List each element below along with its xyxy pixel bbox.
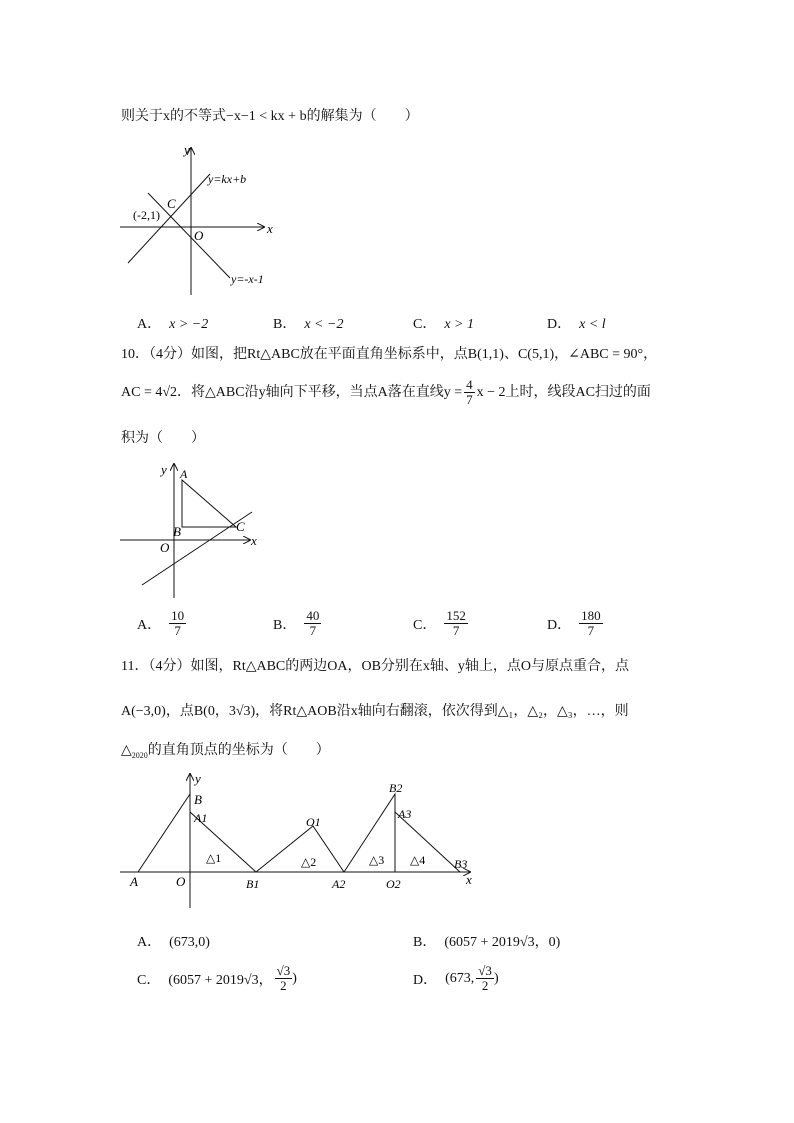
fraction-denominator: 7 <box>309 623 317 638</box>
option-text: (6057 + 2019√3， <box>168 972 273 988</box>
q10-line2-b: x − 2上时，线段AC扫过的面 <box>476 384 651 400</box>
q11-option-b[interactable] <box>413 931 560 951</box>
y-label: y <box>195 771 201 786</box>
triangle-2 <box>256 826 344 872</box>
option-letter: A． <box>137 617 162 633</box>
option-text: (673,0) <box>169 935 210 950</box>
option-text: x < −2 <box>304 317 344 332</box>
q10-fraction <box>464 378 475 407</box>
q11-option-d[interactable] <box>413 964 499 993</box>
q9-stem: 则关于x的不等式−x−1 < kx + b的解集为（ ） <box>121 109 419 124</box>
option-letter: A． <box>137 935 162 950</box>
option-text: x > −2 <box>169 317 209 332</box>
label-b1: B1 <box>246 877 260 891</box>
option-letter: D． <box>547 617 572 633</box>
option-fraction <box>169 609 186 638</box>
q10-line1: 10．（4分）如图，把Rt△ABC放在平面直角坐标系中，点B(1,1)、C(5,1)，∠ABC = 90°， <box>121 347 658 362</box>
fraction-denominator: 7 <box>452 623 460 638</box>
label-b: B <box>194 792 202 807</box>
q11-line1: 11．（4分）如图，Rt△ABC的两边OA，OB分别在x轴、y轴上，点O与原点重合，点 <box>121 659 630 674</box>
q10-line2-a: AC = 4√2．将△ABC沿y轴向下平移，当点A落在直线y = <box>121 384 463 400</box>
fraction-denominator: 2 <box>481 978 489 993</box>
tri3-label: △3 <box>369 853 385 867</box>
label-a: A <box>130 874 138 889</box>
q11-line3-b: 的直角顶点的坐标为（ ） <box>147 743 330 758</box>
q11-line3 <box>121 742 330 765</box>
option-fraction <box>275 964 293 993</box>
q10-line3: 积为（ ） <box>121 431 205 446</box>
fraction-denominator: 7 <box>587 623 595 638</box>
point-a-label: A <box>180 467 188 481</box>
fraction-numerator: √3 <box>478 963 492 978</box>
q10-option-b[interactable] <box>273 609 321 638</box>
label-a3: A3 <box>398 807 412 821</box>
option-fraction <box>304 609 321 638</box>
q10-line2 <box>121 378 651 407</box>
fraction-numerator: 10 <box>171 608 185 623</box>
option-letter: D． <box>413 972 438 988</box>
option-letter: C． <box>137 972 161 988</box>
triangle-4 <box>395 812 460 872</box>
option-fraction <box>444 609 468 638</box>
fraction-numerator: 40 <box>306 608 320 623</box>
x-label: x <box>251 533 257 548</box>
label-o1: O1 <box>306 815 321 829</box>
q9-option-b[interactable] <box>273 313 343 333</box>
triangle-abc <box>182 480 236 527</box>
option-text: (673, <box>445 970 475 986</box>
option-tail: ) <box>493 970 499 986</box>
fraction-numerator: √3 <box>276 963 291 978</box>
option-letter: B． <box>413 935 437 950</box>
line-neg-x-1 <box>148 193 230 278</box>
option-text: x > 1 <box>444 317 475 332</box>
option-text: (6057 + 2019√3，0) <box>444 935 561 950</box>
point-c-label: C <box>167 196 176 211</box>
q11-option-c[interactable] <box>137 964 297 993</box>
label-a2: A2 <box>332 877 346 891</box>
origin-label: O <box>194 228 204 243</box>
tri2-label: △2 <box>301 855 317 869</box>
option-text: x < l <box>579 317 606 332</box>
fraction-denominator: 7 <box>174 623 181 638</box>
point-c-label: C <box>236 519 245 534</box>
q9-option-d[interactable] <box>547 313 606 333</box>
q10-option-c[interactable] <box>413 609 468 638</box>
x-label: x <box>267 221 273 236</box>
option-tail: ) <box>292 970 297 986</box>
option-letter: B． <box>273 317 297 332</box>
option-letter: C． <box>413 317 437 332</box>
point-b-label: B <box>173 524 181 539</box>
tri4-label: △4 <box>410 853 426 867</box>
q10-option-a[interactable] <box>137 609 186 638</box>
origin-label: O <box>160 540 170 555</box>
line1-label: y=kx+b <box>208 172 247 186</box>
x-label: x <box>466 872 472 887</box>
label-b2: B2 <box>389 781 403 795</box>
fraction-denominator: 2 <box>280 978 287 993</box>
fraction-numerator: 152 <box>446 608 466 623</box>
line2-label: y=-x-1 <box>231 272 264 286</box>
y-label: y <box>184 142 190 157</box>
fraction-denominator: 7 <box>466 392 473 407</box>
fraction-numerator: 4 <box>466 377 473 392</box>
q11-line3-a: △ <box>121 743 132 758</box>
fraction-numerator: 180 <box>581 608 601 623</box>
tri1-label: △1 <box>206 851 222 865</box>
label-a1: A1 <box>194 811 208 825</box>
q9-option-a[interactable] <box>137 313 208 333</box>
option-letter: C． <box>413 617 437 633</box>
option-letter: D． <box>547 317 572 332</box>
triangle-aob <box>138 794 190 872</box>
option-letter: B． <box>273 617 297 633</box>
q10-graph <box>118 460 268 600</box>
option-fraction <box>476 964 494 993</box>
q11-line3-sub: 2020 <box>131 750 148 760</box>
point-coord-label: (-2,1) <box>133 208 160 222</box>
q11-line2: A(−3,0)，点B(0，3√3)，将Rt△AOB沿x轴向右翻滚，依次得到△₁，△₂，△₃，…，则 <box>121 704 629 719</box>
q9-option-c[interactable] <box>413 313 474 333</box>
label-b3: B3 <box>454 857 468 871</box>
option-fraction <box>579 609 603 638</box>
q9-graph <box>118 140 288 300</box>
option-letter: A． <box>137 317 162 332</box>
label-o2: O2 <box>386 877 401 891</box>
q11-option-a[interactable] <box>137 931 210 951</box>
q11-graph <box>118 770 482 910</box>
y-label: y <box>161 462 167 477</box>
label-o: O <box>176 874 186 889</box>
q10-option-d[interactable] <box>547 609 603 638</box>
